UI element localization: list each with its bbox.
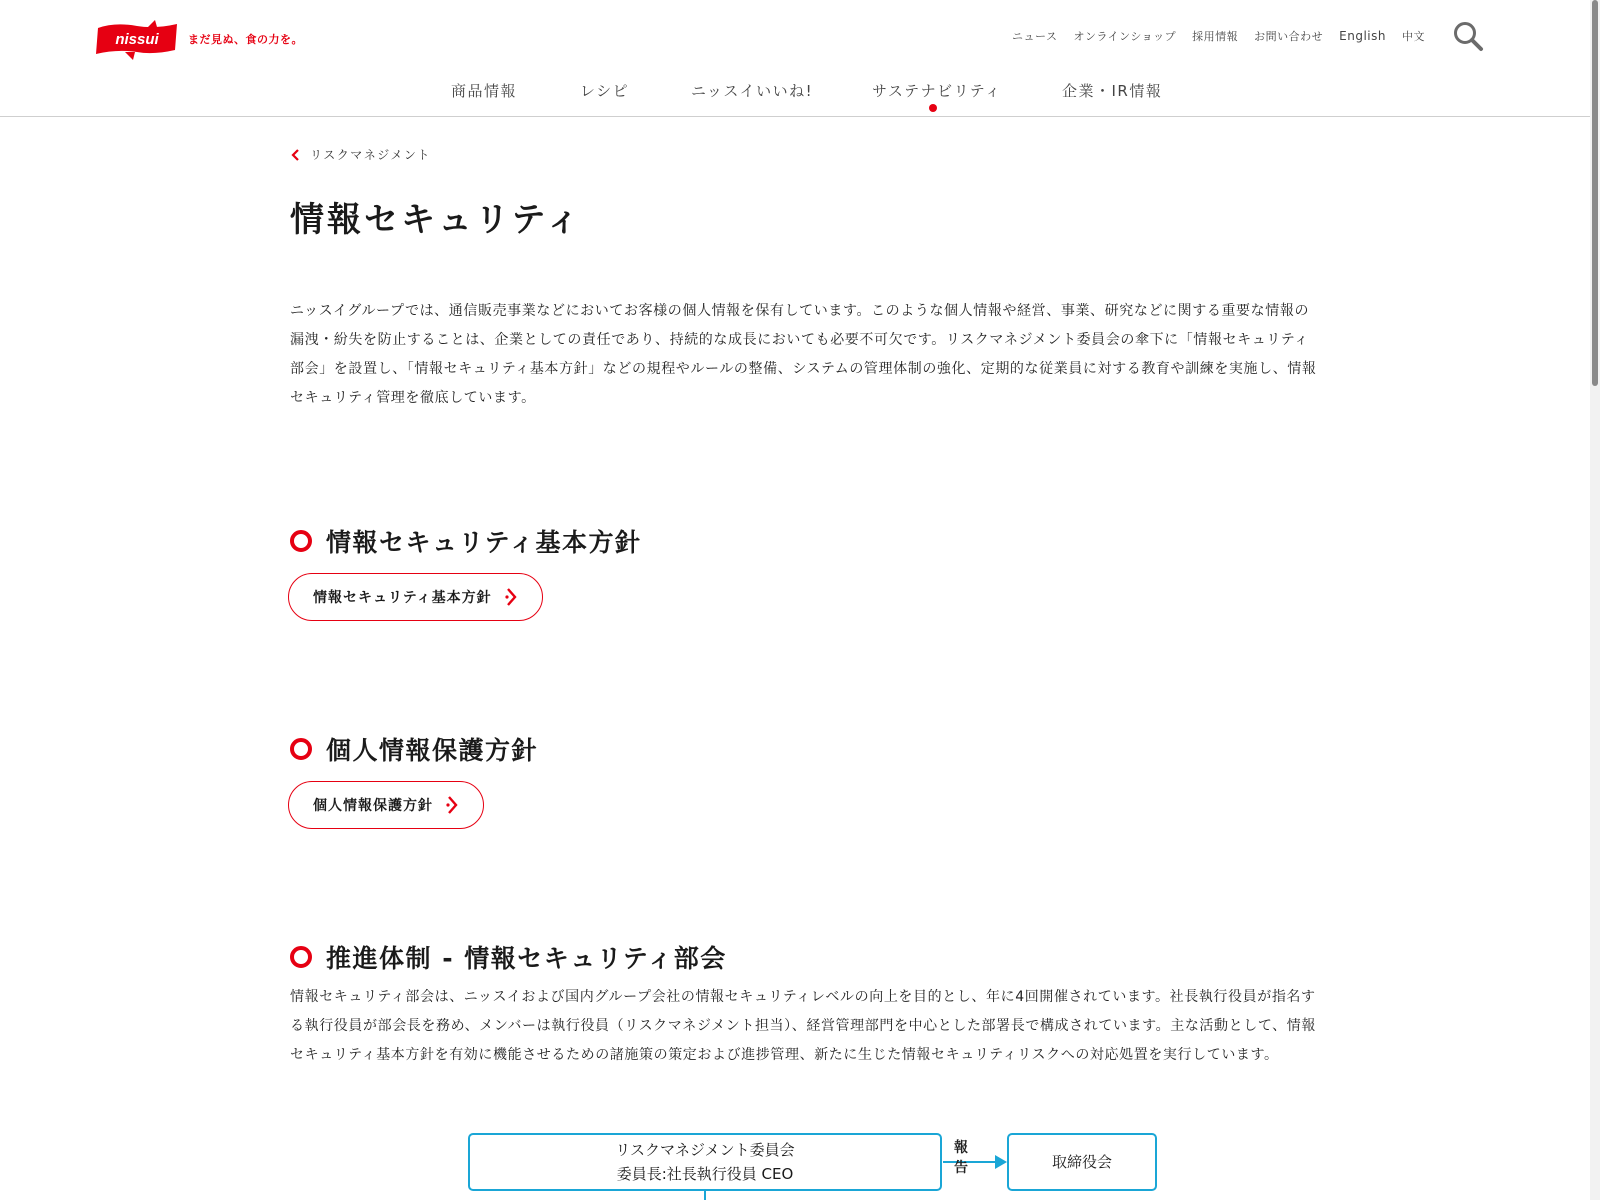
breadcrumb-label: リスクマネジメント <box>310 148 431 162</box>
ring-bullet-icon <box>290 738 312 760</box>
util-link-chinese[interactable]: 中文 <box>1401 30 1425 43</box>
chevron-right-icon <box>445 795 459 815</box>
site-header <box>0 0 1600 117</box>
nav-item-recipes[interactable]: レシピ <box>580 82 630 100</box>
committee-name: リスクマネジメント委員会 <box>615 1141 795 1159</box>
button-label: 個人情報保護方針 <box>313 798 433 814</box>
chevron-right-icon <box>504 587 518 607</box>
utility-nav <box>1012 28 1441 44</box>
report-arrow-line <box>943 1161 997 1163</box>
board-label: 取締役会 <box>1051 1153 1112 1171</box>
chevron-left-icon <box>290 149 302 161</box>
security-policy-button[interactable] <box>288 573 543 621</box>
section-heading-promotion-structure <box>290 939 727 975</box>
promotion-structure-paragraph: 情報セキュリティ部会は、ニッスイおよび国内グループ会社の情報セキュリティレベルの向上を目的とし、年に4回開催されています。社長執行役員が指名する執行役員が部会長を務め、メンバーは執行役員（リスクマネジメント担当）、経営管理部門を中心とした部署長で構成されています。主な活動として、情報セキュリティ基本方針を有効に機能させるための諸施策の策定および進捗管理、新たに生じた情報セキュリティリスクへの対応処置を実行しています。 <box>290 989 1316 1063</box>
util-link-contact[interactable]: お問い合わせ <box>1254 30 1324 43</box>
section-title: 情報セキュリティ基本方針 <box>326 528 642 557</box>
search-icon[interactable] <box>1452 20 1484 52</box>
report-arrow-head <box>995 1155 1007 1169</box>
section-heading-security-policy <box>290 523 642 559</box>
util-link-online-shop[interactable]: オンラインショップ <box>1073 30 1177 43</box>
report-label: 報告 <box>954 1140 968 1176</box>
ring-bullet-icon <box>290 530 312 552</box>
svg-text:nissui: nissui <box>115 31 159 48</box>
section-heading-privacy-policy <box>290 731 538 767</box>
nav-item-sustainability[interactable]: サステナビリティ <box>872 82 1002 100</box>
util-link-english[interactable]: English <box>1339 29 1386 43</box>
nissui-logo-icon <box>95 16 179 62</box>
board-of-directors-box <box>1007 1133 1157 1191</box>
nav-item-products[interactable]: 商品情報 <box>451 82 518 100</box>
connector-line <box>704 1191 706 1200</box>
breadcrumb[interactable] <box>290 146 431 163</box>
intro-paragraph: ニッスイグループでは、通信販売事業などにおいてお客様の個人情報を保有しています。このような個人情報や経営、事業、研究などに関する重要な情報の漏洩・紛失を防止することは、企業としての責任であり、持続的な成長においても必要不可欠です。リスクマネジメント委員会の傘下に「情報セキュリティ部会」を設置し、「情報セキュリティ基本方針」などの規程やルールの整備、システムの管理体制の強化、定期的な従業員に対する教育や訓練を実施し、情報セキュリティ管理を徹底しています。 <box>290 303 1317 406</box>
ring-bullet-icon <box>290 946 312 968</box>
page-title: 情報セキュリティ <box>290 200 583 240</box>
nav-item-nissui-iine[interactable]: ニッスイいいね! <box>691 82 814 100</box>
section-title: 個人情報保護方針 <box>326 736 539 765</box>
nissui-logo-link[interactable] <box>95 16 303 62</box>
committee-chair: 委員長:社長執行役員 CEO <box>616 1165 794 1183</box>
privacy-policy-button[interactable] <box>288 781 484 829</box>
section-title: 推進体制 - 情報セキュリティ部会 <box>326 944 727 973</box>
util-link-recruit[interactable]: 採用情報 <box>1192 30 1239 43</box>
nav-item-corporate-ir[interactable]: 企業・IR情報 <box>1062 82 1163 100</box>
main-nav <box>0 80 1600 104</box>
brand-tagline: まだ見ぬ、食の力を。 <box>188 33 303 46</box>
button-label: 情報セキュリティ基本方針 <box>313 590 492 606</box>
scrollbar-thumb[interactable] <box>1592 0 1598 386</box>
util-link-news[interactable]: ニュース <box>1012 30 1058 43</box>
active-nav-indicator <box>929 104 937 112</box>
risk-management-committee-box <box>468 1133 942 1191</box>
